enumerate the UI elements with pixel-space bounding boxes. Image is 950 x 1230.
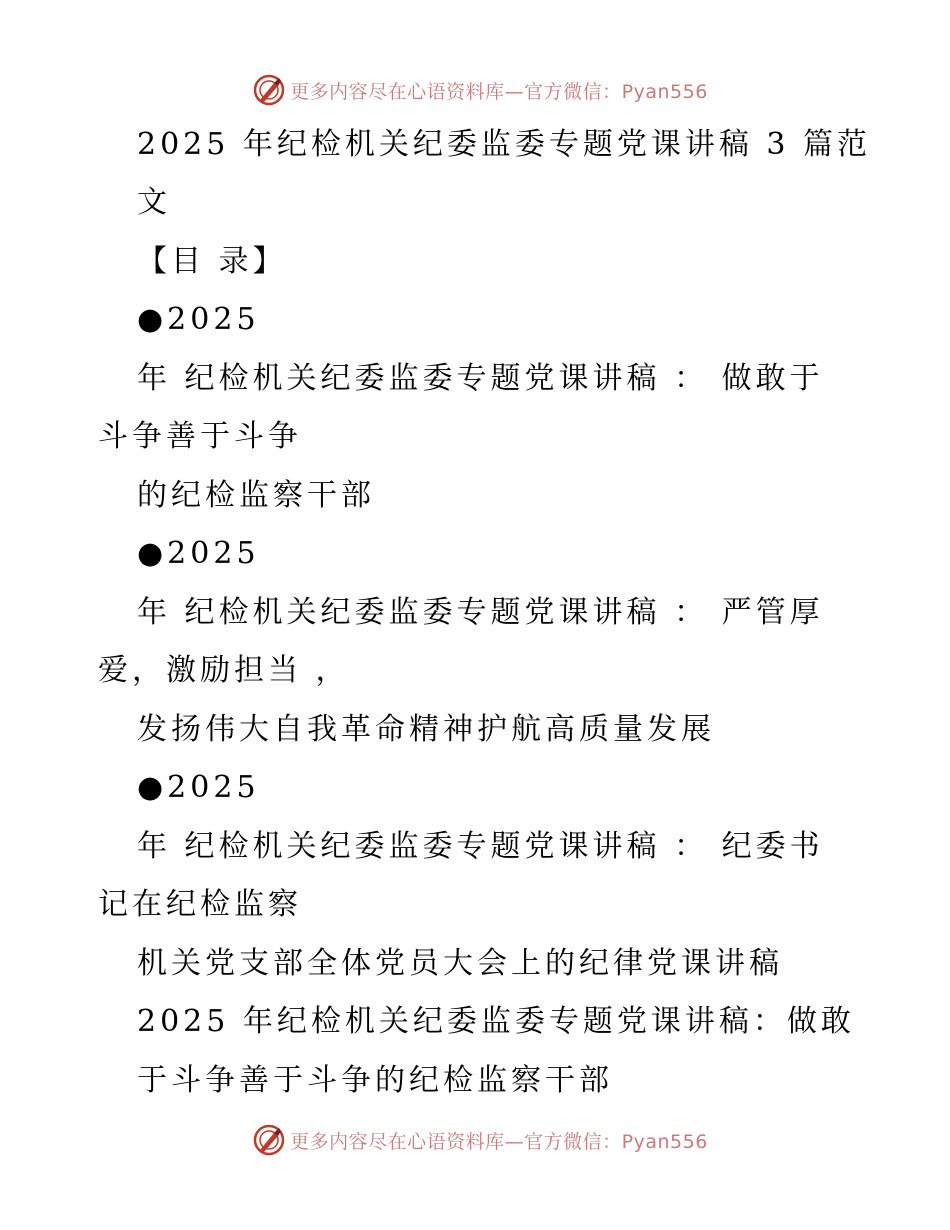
pen-nib-seal-logo-icon [252, 1123, 286, 1157]
toc-item-3-bullet: ●2025 [137, 770, 260, 805]
toc-item-3-line-1: 年 纪检机关纪委监委专题党课讲稿 ： 纪委书 [137, 829, 824, 864]
section-heading-line-2: 于斗争善于斗争的纪检监察干部 [137, 1063, 613, 1098]
toc-item-3-line-2: 记在纪检监察 [98, 887, 302, 922]
toc-item-3-line-3: 机关党支部全体党员大会上的纪律党课讲稿 [137, 946, 783, 981]
toc-item-1-bullet: ●2025 [137, 302, 260, 337]
toc-item-2-line-3: 发扬伟大自我革命精神护航高质量发展 [137, 712, 715, 747]
toc-heading: 【目 录】 [137, 244, 287, 279]
section-heading-line-1: 2025 年纪检机关纪委监委专题党课讲稿：做敢 [137, 1004, 855, 1039]
toc-item-2-line-1: 年 纪检机关纪委监委专题党课讲稿 ： 严管厚 [137, 595, 824, 630]
toc-item-1-line-3: 的纪检监察干部 [137, 478, 375, 513]
document-title-line-1: 2025 年纪检机关纪委监委专题党课讲稿 3 篇范 [137, 127, 872, 162]
watermark-text: 更多内容尽在心语资料库—官方微信：Pyan556 [290, 1130, 708, 1153]
watermark-text: 更多内容尽在心语资料库—官方微信：Pyan556 [290, 80, 708, 103]
footer-watermark-group [242, 1123, 708, 1157]
toc-item-2-line-2: 爱，激励担当 ， [98, 653, 350, 688]
pen-nib-seal-logo-icon [252, 73, 286, 107]
footer-watermark [0, 1120, 950, 1160]
header-watermark [0, 70, 950, 110]
header-watermark-group [242, 73, 708, 107]
toc-item-1-line-2: 斗争善于斗争 [98, 419, 302, 454]
toc-item-2-bullet: ●2025 [137, 536, 260, 571]
document-title-line-2: 文 [137, 185, 171, 220]
toc-item-1-line-1: 年 纪检机关纪委监委专题党课讲稿 ： 做敢于 [137, 361, 824, 396]
